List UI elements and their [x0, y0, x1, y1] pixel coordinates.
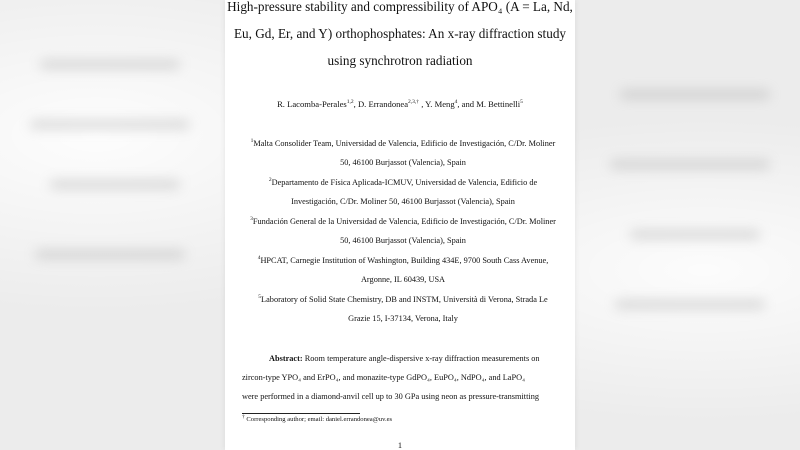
affiliation-2-num: 2 — [268, 177, 272, 184]
affiliation-1 — [243, 134, 563, 172]
author-1: R. Lacomba-Perales — [277, 99, 347, 109]
affiliation-1-num: 1 — [250, 138, 254, 145]
affiliation-4-line-1: HPCAT, Carnegie Institution of Washington, Building 434E, 9700 South Cass Avenue, — [260, 256, 549, 265]
abstract-line-3: were performed in a diamond-anvil cell up to 30 GPa using neon as pressure-transmitting — [242, 392, 539, 401]
author-1-sup: 1,2 — [346, 99, 354, 106]
footnote-text: Corresponding author; email: daniel.errandonea@uv.es — [244, 416, 393, 423]
author-3-sup: 4 — [454, 99, 458, 106]
abstract — [242, 349, 564, 406]
paper-title — [225, 0, 575, 74]
document-page — [225, 0, 575, 450]
affiliation-4 — [243, 251, 563, 289]
title-line-2: Eu, Gd, Er, and Y) orthophosphates: An x-ray diffraction study — [233, 26, 567, 41]
author-2: , D. Errandonea — [353, 99, 409, 109]
affiliation-3-line-1: Fundación General de la Universidad de Valencia, Edificio de Investigación, C/Dr. Moliner — [252, 217, 556, 226]
affiliation-3-line-2: 50, 46100 Burjassot (Valencia), Spain — [340, 236, 466, 245]
title-line-3: using synchrotron radiation — [327, 53, 473, 68]
affiliation-5-num: 5 — [258, 294, 262, 301]
author-3: , Y. Meng — [419, 99, 455, 109]
footnote-divider — [242, 413, 360, 414]
author-4-sup: 5 — [520, 99, 523, 106]
page-number: 1 — [397, 441, 403, 450]
title-line-1: High-pressure stability and compressibility of APO₄ (A = La, Nd, — [227, 0, 573, 14]
affiliation-2-line-1: Departamento de Física Aplicada-ICMUV, Universidad de Valencia, Edificio de — [271, 178, 538, 187]
affiliation-1-line-1: Malta Consolider Team, Universidad de Valencia, Edificio de Investigación, C/Dr. Moliner — [253, 139, 556, 148]
author-2-sup: 2,3,† — [408, 99, 420, 106]
footnote — [242, 413, 393, 423]
affiliation-1-line-2: 50, 46100 Burjassot (Valencia), Spain — [340, 158, 466, 167]
affiliation-3 — [243, 212, 563, 250]
affiliation-2 — [243, 173, 563, 211]
abstract-heading: Abstract: — [269, 354, 303, 363]
abstract-line-2: zircon-type YPO₄ and ErPO₄, and monazite-type GdPO₄, EuPO₄, NdPO₄, and LaPO₄ — [242, 373, 525, 382]
affiliation-3-num: 3 — [250, 216, 253, 223]
author-list — [225, 99, 575, 109]
affiliation-4-num: 4 — [257, 255, 261, 262]
affiliation-5-line-1: Laboratory of Solid State Chemistry, DB and INSTM, Università di Verona, Strada Le — [261, 295, 548, 304]
affiliation-2-line-2: Investigación, C/Dr. Moliner 50, 46100 Burjassot (Valencia), Spain — [291, 197, 515, 206]
footnote-mark: † — [242, 413, 245, 420]
abstract-line-1: Room temperature angle-dispersive x-ray diffraction measurements on — [302, 354, 540, 363]
author-4: , and M. Bettinelli — [457, 99, 521, 109]
affiliation-5-line-2: Grazie 15, I-37134, Verona, Italy — [348, 314, 458, 323]
affiliation-5 — [243, 290, 563, 328]
affiliation-4-line-2: Argonne, IL 60439, USA — [360, 275, 446, 284]
